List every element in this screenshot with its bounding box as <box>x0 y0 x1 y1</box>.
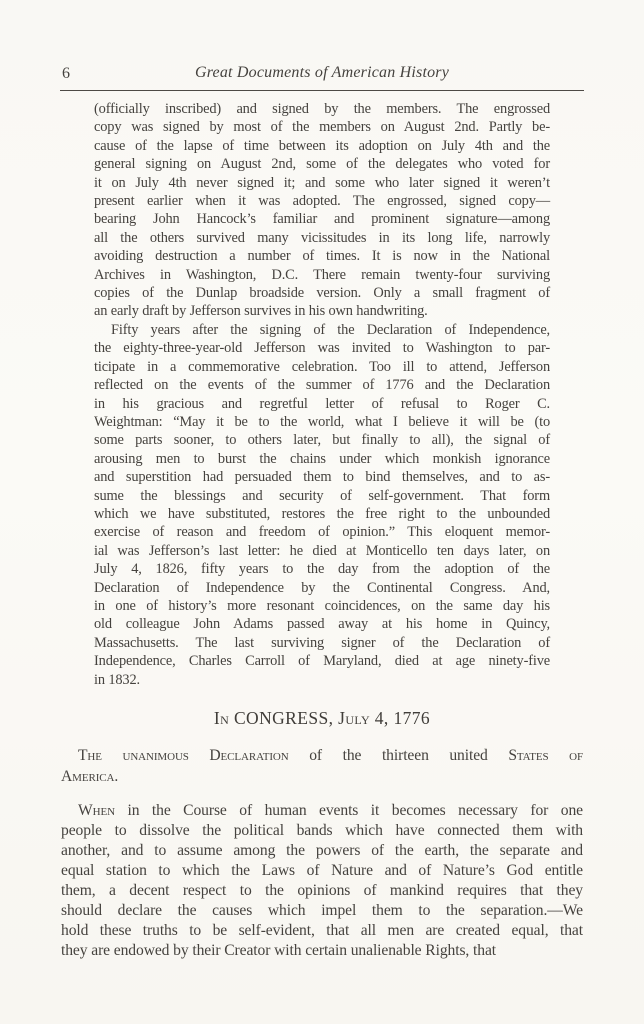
text-line: arousing men to burst the chains under which monkish ignorance <box>94 450 550 467</box>
text-line: old colleague John Adams passed away at his home in Quincy, <box>94 616 550 633</box>
text-line <box>61 766 583 787</box>
text-line: which we have substituted, restores the free right to the unbounded <box>94 505 550 522</box>
text-line: Archives in Washington, D.C. There remain twenty-four surviving <box>94 266 550 283</box>
text-segment: in the Course of human events it becomes necessary for one <box>114 802 583 819</box>
text-line: (officially inscribed) and signed by the members. The engrossed <box>94 101 550 117</box>
small-caps-text: When <box>78 802 115 819</box>
text-line: copies of the Dunlap broadside version. Only a small fragment of <box>94 285 550 302</box>
text-line: equal station to which the Laws of Nature and of Nature’s God entitle <box>61 862 583 879</box>
text-line: them, a decent respect to the opinions of mankind requires that they <box>61 882 583 899</box>
text-line: and superstition had persuaded them to bind themselves, and to as- <box>94 469 550 486</box>
paragraph <box>61 745 583 787</box>
page-content <box>61 100 583 961</box>
text-line: reflected on the events of the summer of 1776 and the Declaration <box>94 377 550 394</box>
header-rule <box>60 90 584 91</box>
page-number: 6 <box>62 65 70 82</box>
text-line: all the others survived many vicissitudes in its long life, narrowly <box>94 229 550 246</box>
text-line: in 1832. <box>94 671 140 688</box>
text-line: they are endowed by their Creator with certain unalienable Rights, that <box>61 942 497 959</box>
text-line: people to dissolve the political bands which have connected them with <box>61 822 583 839</box>
text-line: exercise of reason and freedom of opinion.” This eloquent memor- <box>94 524 550 541</box>
small-caps-text: America. <box>61 768 119 785</box>
text-line: Declaration of Independence by the Continental Congress. And, <box>94 579 550 596</box>
text-line: an early draft by Jefferson survives in his own handwriting. <box>94 303 428 320</box>
text-line: sume the blessings and security of self-government. That form <box>94 487 550 504</box>
text-line: general signing on August 2nd, some of the delegates who voted for <box>94 156 550 173</box>
text-line <box>61 801 583 821</box>
text-line: Weightman: “May it be to the world, what I believe it will be (to <box>94 413 550 430</box>
text-segment: of the thirteen united <box>288 747 509 764</box>
text-line: another, and to assume among the powers of the earth, the separate and <box>61 842 583 859</box>
text-line: ial was Jefferson’s last letter: he died at Monticello ten days later, on <box>94 542 550 559</box>
text-line: Independence, Charles Carroll of Maryland, died at age ninety-five <box>94 653 550 670</box>
text-line: in one of history’s more resonant coincidences, on the same day his <box>94 597 550 614</box>
small-caps-text: The unanimous Declaration <box>78 747 289 764</box>
paragraph <box>94 321 550 689</box>
text-line: Fifty years after the signing of the Declaration of Independence, <box>111 321 550 338</box>
text-line: should declare the causes which impel them to the separation.—We <box>61 902 583 919</box>
text-line: hold these truths to be self-evident, that all men are created equal, that <box>61 922 583 939</box>
intro-text-block <box>94 100 550 689</box>
text-line: avoiding destruction a number of times. It is now in the National <box>94 248 550 265</box>
text-line: bearing John Hancock’s familiar and prominent signature—among <box>94 211 550 228</box>
document-heading: In CONGRESS, July 4, 1776 <box>213 708 431 728</box>
page-header <box>60 64 584 88</box>
text-line: present earlier when it was adopted. The engrossed, signed copy— <box>94 193 550 210</box>
text-line: cause of the lapse of time between its adoption on July 4th and the <box>94 137 550 154</box>
text-line: in his gracious and regretful letter of refusal to Roger C. <box>94 395 550 412</box>
text-line: it on July 4th never signed it; and some who later signed it weren’t <box>94 174 550 191</box>
text-line: July 4, 1826, fifty years to the day from the adoption of the <box>94 561 550 578</box>
paragraph <box>94 100 550 321</box>
text-line: Massachusetts. The last surviving signer of the Declaration of <box>94 634 550 651</box>
text-line: some parts sooner, to others later, but finally to all), the signal of <box>94 432 550 449</box>
text-line: ticipate in a commemorative celebration. Too ill to attend, Jefferson <box>94 358 550 375</box>
text-line <box>61 745 583 766</box>
declaration-text-block <box>61 745 583 961</box>
text-line: copy was signed by most of the members on August 2nd. Partly be- <box>94 119 550 136</box>
running-title: Great Documents of American History <box>194 64 450 81</box>
small-caps-text: States of <box>508 747 583 764</box>
text-line: the eighty-three-year-old Jefferson was invited to Washington to par- <box>94 340 550 357</box>
paragraph <box>61 801 583 961</box>
